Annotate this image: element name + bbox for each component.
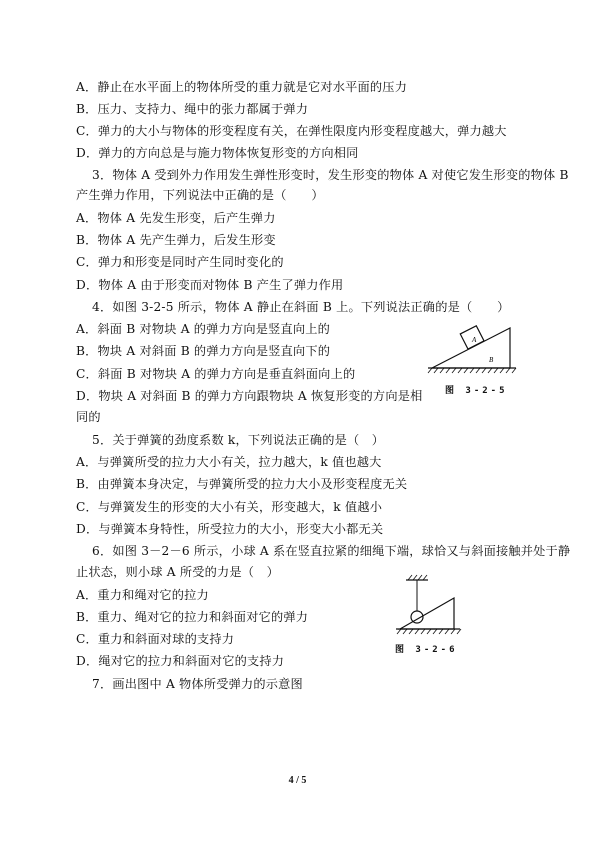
incline-block-diagram <box>424 318 519 380</box>
figure-3-2-5 <box>424 318 519 380</box>
text-line: B．重力、绳对它的拉力和斜面对它的弹力 <box>76 610 309 624</box>
figure-3-2-6 <box>392 574 464 640</box>
text-line: 3．物体 A 受到外力作用发生弹性形变时，发生形变的物体 A 对使它发生形变的物体 B <box>92 168 569 182</box>
ceiling-hatching <box>408 575 427 580</box>
text-line: B．物块 A 对斜面 B 的弹力方向是竖直向下的 <box>76 344 331 358</box>
page-number: 4 / 5 <box>288 775 307 786</box>
text-line: D．物体 A 由于形变而对物体 B 产生了弹力作用 <box>76 278 344 292</box>
text-line: B．由弹簧本身决定，与弹簧所受的拉力大小及形变程度无关 <box>76 477 408 491</box>
incline-b-label: B <box>489 356 494 364</box>
block-a-label: A <box>472 336 477 344</box>
text-line: C．弹力的大小与物体的形变程度有关，在弹性限度内形变程度越大，弹力越大 <box>76 124 507 138</box>
text-line: A．与弹簧所受的拉力大小有关，拉力越大，k 值也越大 <box>76 455 382 469</box>
text-line: D．绳对它的拉力和斜面对它的支持力 <box>76 654 285 668</box>
text-line: C．斜面 B 对物块 A 的弹力方向是垂直斜面向上的 <box>76 367 356 381</box>
incline-triangle <box>400 598 454 629</box>
figure-3-2-5-caption: 图 3-2-5 <box>445 386 508 396</box>
text-line: A．重力和绳对它的拉力 <box>76 588 209 602</box>
text-line: 7．画出图中 A 物体所受弹力的示意图 <box>92 677 303 691</box>
text-line: D．弹力的方向总是与施力物体恢复形变的方向相同 <box>76 146 359 160</box>
ground-hatching <box>397 629 461 634</box>
text-line: 4．如图 3-2-5 所示，物体 A 静止在斜面 B 上。下列说法正确的是（ ） <box>92 300 510 314</box>
text-line: C．弹力和形变是同时产生同时变化的 <box>76 255 284 269</box>
ball-string-incline-diagram <box>392 574 464 640</box>
text-line: C．重力和斜面对球的支持力 <box>76 632 235 646</box>
text-line: A．物体 A 先发生形变，后产生弹力 <box>76 211 276 225</box>
text-line: 6．如图 3－2－6 所示，小球 A 系在竖直拉紧的细绳下端，球恰又与斜面接触并处于静 <box>92 544 571 558</box>
figure-3-2-6-caption: 图 3-2-6 <box>395 645 458 655</box>
text-line: 产生弹力作用，下列说法中正确的是（ ） <box>76 188 324 202</box>
ground-hatching <box>428 368 516 373</box>
text-line: 止状态，则小球 A 所受的力是（ ） <box>76 565 279 579</box>
text-line: 5．关于弹簧的劲度系数 k，下列说法正确的是（ ） <box>92 433 385 447</box>
text-line: C．与弹簧发生的形变的大小有关，形变越大，k 值越小 <box>76 500 383 514</box>
text-line: B．物体 A 先产生弹力，后发生形变 <box>76 233 276 247</box>
text-line: D．物块 A 对斜面 B 的弹力方向跟物块 A 恢复形变的方向是相 <box>76 389 423 403</box>
text-line: B．压力、支持力、绳中的张力都属于弹力 <box>76 102 309 116</box>
text-line: D．与弹簧本身特性，所受拉力的大小，形变大小都无关 <box>76 522 384 536</box>
text-line: A．静止在水平面上的物体所受的重力就是它对水平面的压力 <box>76 80 408 94</box>
text-line: 同的 <box>76 410 101 424</box>
text-line: A．斜面 B 对物块 A 的弹力方向是竖直向上的 <box>76 322 331 336</box>
